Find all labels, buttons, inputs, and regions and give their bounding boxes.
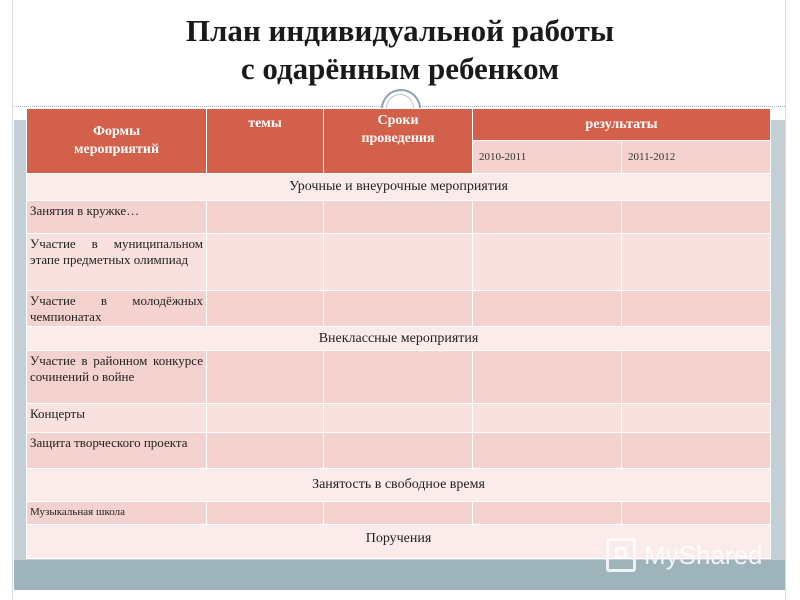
- table-row-label: Защита творческого проекта: [27, 433, 207, 469]
- header-forms: Формы мероприятий: [27, 109, 207, 174]
- table-cell: [207, 234, 324, 291]
- table-row-label: Участие в молодёжных чемпионатах: [27, 291, 207, 327]
- table-row-label: Концерты: [27, 404, 207, 433]
- table-cell: [473, 234, 622, 291]
- table-cell: [473, 291, 622, 327]
- table-cell: [207, 404, 324, 433]
- slide-frame-left: [12, 0, 13, 600]
- table-cell: [207, 351, 324, 404]
- header-dates: Сроки проведения: [324, 109, 473, 174]
- slide-title: [0, 12, 800, 88]
- table-cell: [622, 234, 771, 291]
- table-cell: [324, 291, 473, 327]
- table-cell: [622, 404, 771, 433]
- table-row-label: Музыкальная школа: [27, 502, 207, 525]
- presentation-board-icon: [606, 538, 636, 572]
- table-cell: [207, 502, 324, 525]
- table-cell: [324, 502, 473, 525]
- table-cell: [622, 201, 771, 234]
- table-cell: [473, 433, 622, 469]
- section-label: Урочные и внеурочные мероприятия: [27, 174, 771, 201]
- table-cell: [207, 291, 324, 327]
- table-cell: [207, 201, 324, 234]
- table-cell: [622, 351, 771, 404]
- section-label: Занятость в свободное время: [27, 469, 771, 502]
- section-label: Поручения: [27, 525, 771, 559]
- header-results: результаты: [473, 109, 771, 141]
- table-cell: [324, 234, 473, 291]
- table-row-label: Участие в районном конкурсе сочинений о войне: [27, 351, 207, 404]
- table-cell: [473, 201, 622, 234]
- table-row-label: Участие в муниципальном этапе предметных олимпиад: [27, 234, 207, 291]
- table-cell: [473, 502, 622, 525]
- header-year-2011: 2011-2012: [622, 141, 771, 174]
- table-row-label: Занятия в кружке…: [27, 201, 207, 234]
- slide-frame-right: [785, 0, 786, 600]
- table-cell: [207, 433, 324, 469]
- watermark: [606, 536, 766, 576]
- watermark-text: MyShared: [644, 540, 763, 570]
- slide-title-line2: с одарённым ребенком: [240, 51, 560, 86]
- plan-table: [26, 108, 771, 559]
- table-cell: [324, 201, 473, 234]
- table-cell: [622, 502, 771, 525]
- table-cell: [324, 351, 473, 404]
- header-topics: темы: [207, 109, 324, 174]
- table-cell: [622, 291, 771, 327]
- table-cell: [622, 433, 771, 469]
- section-label: Внеклассные мероприятия: [27, 327, 771, 351]
- slide-title-line1: План индивидуальной работы: [185, 13, 615, 48]
- table-cell: [473, 404, 622, 433]
- table-cell: [473, 351, 622, 404]
- table-cell: [324, 433, 473, 469]
- header-year-2010: 2010-2011: [473, 141, 622, 174]
- table-cell: [324, 404, 473, 433]
